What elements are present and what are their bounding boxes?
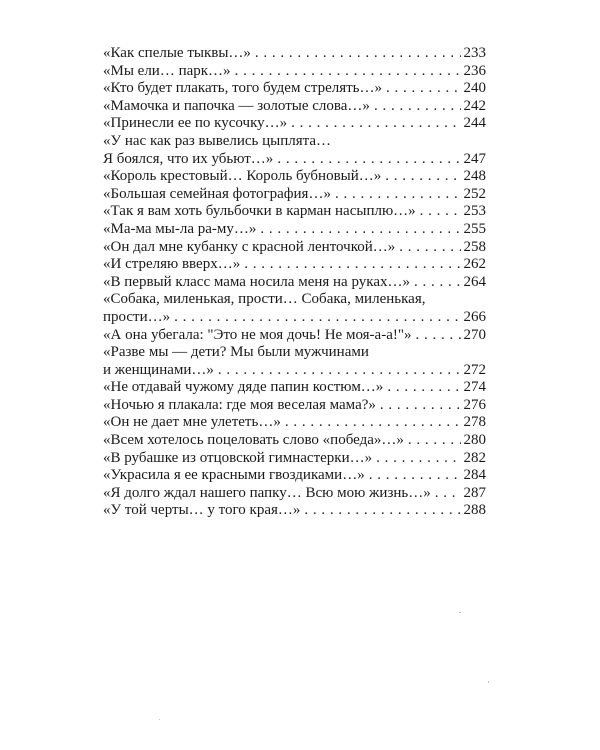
dot-leader <box>435 485 461 503</box>
toc-entry-title: «А она убегала: "Это не моя дочь! Не моя-а-а!"» <box>103 326 412 343</box>
toc-line <box>103 239 486 257</box>
toc-entry-title: «В рубашке из отцовской гимнастерки…» <box>103 449 373 466</box>
dot-leader <box>376 450 460 468</box>
page-number: 264 <box>463 273 486 290</box>
dot-leader <box>380 397 461 415</box>
dot-leader <box>415 327 460 345</box>
page-number: 272 <box>463 361 486 378</box>
dot-leader <box>235 63 461 81</box>
toc-line <box>103 63 486 81</box>
toc-entry-title: «Украсила я ее красными гвоздиками…» <box>103 467 365 484</box>
dot-leader <box>335 186 461 204</box>
toc-entry <box>103 344 486 379</box>
page-number: 276 <box>463 396 486 413</box>
toc-entry-title: «Кто будет плакать, того будем стрелять…» <box>103 80 383 97</box>
toc-line <box>103 327 486 345</box>
toc-entry-title: «Так я вам хоть бульбочки в карман насыплю…» <box>103 203 416 220</box>
toc-line <box>103 450 486 468</box>
page-number: 236 <box>463 62 486 79</box>
page-number: 244 <box>463 115 486 132</box>
toc-line <box>103 467 486 485</box>
page-number: 262 <box>463 256 486 273</box>
toc-line <box>103 133 486 151</box>
toc-entry <box>103 80 486 98</box>
toc-line <box>103 98 486 116</box>
toc-line <box>103 221 486 239</box>
page-number: 284 <box>463 467 486 484</box>
toc-entry <box>103 274 486 292</box>
dot-leader <box>369 467 461 485</box>
toc-entry-title: «Разве мы — дети? Мы были мужчинами <box>103 344 369 361</box>
toc-line <box>103 274 486 292</box>
toc-entry <box>103 432 486 450</box>
toc-line <box>103 414 486 432</box>
toc-entry <box>103 115 486 133</box>
toc-entry-title: «Он не дает мне улететь…» <box>103 414 281 431</box>
toc-entry-title: «У той черты… у того края…» <box>103 502 301 519</box>
toc-entry <box>103 168 486 186</box>
page-number: 266 <box>463 308 486 325</box>
toc-line <box>103 362 486 380</box>
toc-entry <box>103 327 486 345</box>
toc-entry-title: прости…» <box>103 308 171 325</box>
scan-speck <box>159 719 160 720</box>
toc-entry <box>103 450 486 468</box>
toc-entry <box>103 133 486 168</box>
toc-line <box>103 80 486 98</box>
dot-leader <box>374 98 461 116</box>
dot-leader <box>285 414 461 432</box>
toc-entry-title: «Я долго ждал нашего папку… Всю мою жизнь…» <box>103 484 431 501</box>
toc-entry <box>103 397 486 415</box>
toc-entry-title: «У нас как раз вывелись цыплята… <box>103 132 332 149</box>
toc-entry <box>103 502 486 520</box>
toc-line <box>103 485 486 503</box>
page-number: 252 <box>463 185 486 202</box>
page-number: 274 <box>463 379 486 396</box>
toc-line <box>103 45 486 63</box>
toc-line <box>103 309 486 327</box>
page-number: 255 <box>463 220 486 237</box>
toc-entry <box>103 45 486 63</box>
dot-leader <box>414 274 461 292</box>
dot-leader <box>244 256 460 274</box>
dot-leader <box>291 115 460 133</box>
page-number: 270 <box>463 326 486 343</box>
toc-entry <box>103 414 486 432</box>
page-number: 253 <box>463 203 486 220</box>
toc-entry <box>103 239 486 257</box>
toc-entry <box>103 186 486 204</box>
toc-line <box>103 256 486 274</box>
page-number: 242 <box>463 97 486 114</box>
toc-entry <box>103 467 486 485</box>
toc-entry-title: и женщинами…» <box>103 361 214 378</box>
toc-entry <box>103 485 486 503</box>
toc-entry-title: «Ночью я плакала: где моя веселая мама?» <box>103 396 376 413</box>
dot-leader <box>174 309 460 327</box>
toc-line <box>103 397 486 415</box>
page-number: 248 <box>463 168 486 185</box>
toc-entry-title: «Собака, миленькая, прости… Собака, миленькая, <box>103 291 426 308</box>
table-of-contents <box>103 45 486 520</box>
toc-line <box>103 151 486 169</box>
page-number: 278 <box>463 414 486 431</box>
toc-line <box>103 115 486 133</box>
toc-line <box>103 186 486 204</box>
toc-line <box>103 344 486 362</box>
toc-entry-title: «Мамочка и папочка — золотые слова…» <box>103 97 370 114</box>
dot-leader <box>386 80 460 98</box>
toc-line <box>103 168 486 186</box>
page-number: 233 <box>463 45 486 61</box>
toc-entry <box>103 98 486 116</box>
scan-speck <box>488 681 489 683</box>
toc-entry <box>103 256 486 274</box>
dot-leader <box>260 221 460 239</box>
toc-line <box>103 432 486 450</box>
toc-entry-title: «Большая семейная фотография…» <box>103 185 331 202</box>
scan-speck <box>459 612 461 613</box>
dot-leader <box>385 168 460 186</box>
toc-line <box>103 379 486 397</box>
toc-line <box>103 291 486 309</box>
dot-leader <box>399 239 460 257</box>
toc-entry-title: Я боялся, что их убьют…» <box>103 150 274 167</box>
toc-entry-title: «В первый класс мама носила меня на руках…» <box>103 273 410 290</box>
toc-entry-title: «Как спелые тыквы…» <box>103 45 251 61</box>
dot-leader <box>420 203 461 221</box>
page-number: 287 <box>463 484 486 501</box>
toc-entry <box>103 291 486 326</box>
page-number: 247 <box>463 150 486 167</box>
toc-entry <box>103 63 486 81</box>
dot-leader <box>387 379 460 397</box>
page-number: 288 <box>463 502 486 519</box>
toc-line <box>103 502 486 520</box>
dot-leader <box>277 151 460 169</box>
toc-entry-title: «Мы ели… парк…» <box>103 62 231 79</box>
toc-entry-title: «Король крестовый… Король бубновый…» <box>103 168 382 185</box>
dot-leader <box>255 45 461 63</box>
toc-entry-title: «Принесли ее по кусочку…» <box>103 115 288 132</box>
dot-leader <box>218 362 461 380</box>
toc-entry-title: «И стреляю вверх…» <box>103 256 241 273</box>
toc-entry-title: «Ма-ма мы-ла ра-му…» <box>103 220 257 237</box>
toc-line <box>103 203 486 221</box>
toc-entry-title: «Он дал мне кубанку с красной ленточкой…» <box>103 238 396 255</box>
toc-entry <box>103 203 486 221</box>
page-number: 282 <box>463 449 486 466</box>
page-number: 258 <box>463 238 486 255</box>
page-number: 240 <box>463 80 486 97</box>
dot-leader <box>304 502 460 520</box>
toc-entry-title: «Не отдавай чужому дяде папин костюм…» <box>103 379 384 396</box>
dot-leader <box>408 432 461 450</box>
toc-entry <box>103 379 486 397</box>
toc-entry <box>103 221 486 239</box>
page-number: 280 <box>463 432 486 449</box>
toc-entry-title: «Всем хотелось поцеловать слово «победа»…» <box>103 432 404 449</box>
